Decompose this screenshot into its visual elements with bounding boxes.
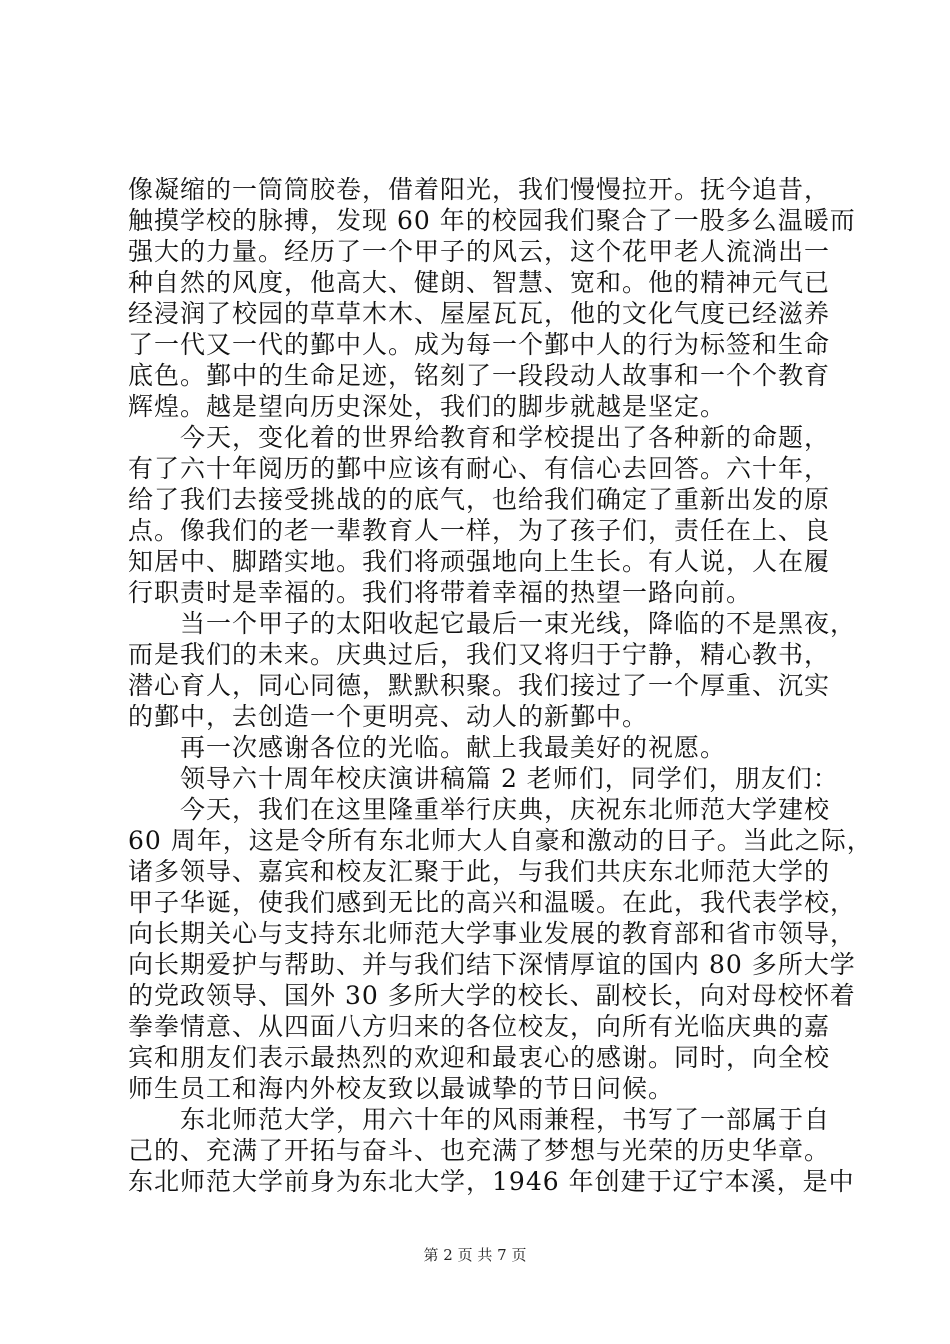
text-line: 宾和朋友们表示最热烈的欢迎和最衷心的感谢。同时，向全校	[128, 1043, 831, 1072]
text-line: 像凝缩的一筒筒胶卷，借着阳光，我们慢慢拉开。抚今追昔，	[128, 175, 831, 204]
text-line: 有了六十年阅历的鄞中应该有耐心、有信心去回答。六十年，	[128, 454, 831, 483]
text-line: 的鄞中，去创造一个更明亮、动人的新鄞中。	[128, 702, 649, 731]
text-line: 东北师范大学，用六十年的风雨兼程，书写了一部属于自	[180, 1105, 831, 1134]
text-line: 今天，我们在这里隆重举行庆典，庆祝东北师范大学建校	[180, 795, 831, 824]
text-line: 再一次感谢各位的光临。献上我最美好的祝愿。	[180, 733, 727, 762]
text-line: 东北师范大学前身为东北大学，1946 年创建于辽宁本溪，是中	[128, 1167, 855, 1196]
text-line: 强大的力量。经历了一个甲子的风云，这个花甲老人流淌出一	[128, 237, 831, 266]
text-line: 经浸润了校园的草草木木、屋屋瓦瓦，他的文化气度已经滋养	[128, 299, 831, 328]
page-number-footer: 第 2 页 共 7 页	[423, 1246, 527, 1264]
text-line: 行职责时是幸福的。我们将带着幸福的热望一路向前。	[128, 578, 753, 607]
text-line: 当一个甲子的太阳收起它最后一束光线，降临的不是黑夜，	[180, 609, 857, 638]
text-line: 领导六十周年校庆演讲稿篇 2 老师们，同学们，朋友们：	[180, 764, 839, 793]
text-line: 师生员工和海内外校友致以最诚挚的节日问候。	[128, 1074, 675, 1103]
text-line: 向长期爱护与帮助、并与我们结下深情厚谊的国内 80 多所大学	[128, 950, 856, 979]
document-body	[128, 174, 873, 1197]
text-line: 向长期关心与支持东北师范大学事业发展的教育部和省市领导，	[128, 919, 857, 948]
text-line: 点。像我们的老一辈教育人一样，为了孩子们，责任在上、良	[128, 516, 831, 545]
text-line: 60 周年，这是令所有东北师大人自豪和激动的日子。当此之际，	[128, 826, 873, 855]
text-line: 潜心育人，同心同德，默默积聚。我们接过了一个厚重、沉实	[128, 671, 831, 700]
text-line: 知居中、脚踏实地。我们将顽强地向上生长。有人说，人在履	[128, 547, 831, 576]
text-line: 而是我们的未来。庆典过后，我们又将归于宁静，精心教书，	[128, 640, 831, 669]
text-line: 今天，变化着的世界给教育和学校提出了各种新的命题，	[180, 423, 831, 452]
text-line: 甲子华诞，使我们感到无比的高兴和温暖。在此，我代表学校，	[128, 888, 857, 917]
text-line: 己的、充满了开拓与奋斗、也充满了梦想与光荣的历史华章。	[128, 1136, 831, 1165]
text-line: 了一代又一代的鄞中人。成为每一个鄞中人的行为标签和生命	[128, 330, 831, 359]
text-line: 诸多领导、嘉宾和校友汇聚于此，与我们共庆东北师范大学的	[128, 857, 831, 886]
text-line: 种自然的风度，他高大、健朗、智慧、宽和。他的精神元气已	[128, 268, 831, 297]
text-line: 的党政领导、国外 30 多所大学的校长、副校长，向对母校怀着	[128, 981, 856, 1010]
text-line: 触摸学校的脉搏，发现 60 年的校园我们聚合了一股多么温暖而	[128, 206, 856, 235]
text-line: 给了我们去接受挑战的的底气，也给我们确定了重新出发的原	[128, 485, 831, 514]
text-line: 辉煌。越是望向历史深处，我们的脚步就越是坚定。	[128, 392, 727, 421]
text-line: 拳拳情意、从四面八方归来的各位校友，向所有光临庆典的嘉	[128, 1012, 831, 1041]
text-line: 底色。鄞中的生命足迹，铭刻了一段段动人故事和一个个教育	[128, 361, 831, 390]
